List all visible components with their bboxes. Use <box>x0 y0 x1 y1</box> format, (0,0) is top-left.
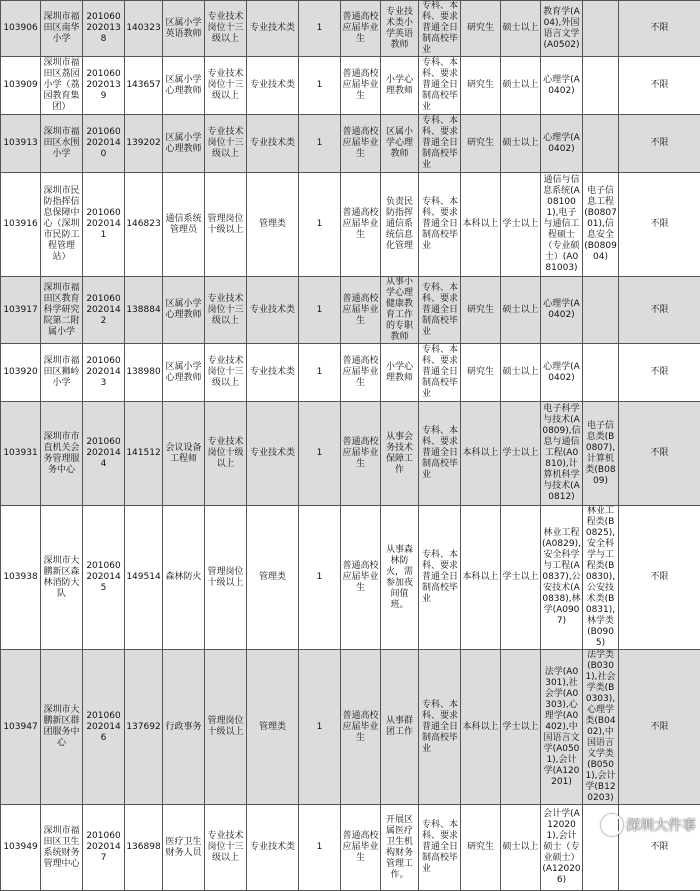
post-name-cell: 区属小学英语教师 <box>163 1 205 57</box>
headcount-cell: 1 <box>299 344 341 402</box>
other-requirements-cell: 不限 <box>619 805 700 891</box>
target-cell: 普通高校应届毕业生 <box>341 650 381 805</box>
education-cell: 本科以上 <box>461 650 501 805</box>
table-row <box>1 57 700 115</box>
table-row <box>1 173 700 277</box>
education-type-cell: 专科、本科、要求普通全日制高校毕业 <box>419 805 461 891</box>
major-undergrad-cell <box>583 115 619 173</box>
duties-cell: 从事小学心理健康教育工作的专职教师 <box>381 277 419 344</box>
target-cell: 普通高校应届毕业生 <box>341 402 381 506</box>
unit-cell: 深圳市福田区荔园小学（荔园教育集团） <box>41 57 83 115</box>
duties-cell: 从事森林防火，需参加夜间值班。 <box>381 506 419 650</box>
unit-cell: 深圳市福田区水围小学 <box>41 115 83 173</box>
major-grad-cell: 教育学(A04),外国语言文学(A0502) <box>541 1 583 57</box>
code-cell: 103917 <box>1 277 41 344</box>
post-name-cell: 区属小学心理教师 <box>163 115 205 173</box>
other-requirements-cell: 不限 <box>619 173 700 277</box>
exam-number-cell: 2010602020138 <box>83 1 125 57</box>
major-undergrad-cell: 林业工程类(B0825),安全科学与工程类(B0830),公安技术类(B0831),林学类(B0905) <box>583 506 619 650</box>
table-row <box>1 805 700 891</box>
unit-cell: 深圳市福田区南华小学 <box>41 1 83 57</box>
major-undergrad-cell: 电子信息类(B0807),计算机类(B0809) <box>583 402 619 506</box>
post-level-cell: 专业技术岗位十三级以上 <box>205 115 247 173</box>
duties-cell: 小学心理教师 <box>381 57 419 115</box>
education-type-cell: 专科、本科、要求普通全日制高校毕业 <box>419 277 461 344</box>
major-undergrad-cell <box>583 57 619 115</box>
education-type-cell: 专科、本科、要求普通全日制高校毕业 <box>419 57 461 115</box>
post-name-cell: 区属小学心理教师 <box>163 57 205 115</box>
other-requirements-cell: 不限 <box>619 402 700 506</box>
post-code-cell: 137692 <box>125 650 163 805</box>
post-level-cell: 管理岗位十级以上 <box>205 506 247 650</box>
degree-cell: 硕士以上 <box>501 344 541 402</box>
other-requirements-cell: 不限 <box>619 650 700 805</box>
post-level-cell: 专业技术岗位十三级以上 <box>205 277 247 344</box>
code-cell: 103931 <box>1 402 41 506</box>
exam-number-cell: 2010602020145 <box>83 506 125 650</box>
exam-number-cell: 2010602020146 <box>83 650 125 805</box>
major-undergrad-cell <box>583 344 619 402</box>
degree-cell: 学士以上 <box>501 506 541 650</box>
target-cell: 普通高校应届毕业生 <box>341 1 381 57</box>
post-name-cell: 森林防火 <box>163 506 205 650</box>
headcount-cell: 1 <box>299 805 341 891</box>
target-cell: 普通高校应届毕业生 <box>341 173 381 277</box>
major-grad-cell: 林业工程(A0829),安全科学与工程(A0837),公安技术(A0838),林学(A0907) <box>541 506 583 650</box>
post-name-cell: 行政事务 <box>163 650 205 805</box>
target-cell: 普通高校应届毕业生 <box>341 277 381 344</box>
degree-cell: 硕士以上 <box>501 57 541 115</box>
degree-cell: 学士以上 <box>501 650 541 805</box>
other-requirements-cell: 不限 <box>619 506 700 650</box>
headcount-cell: 1 <box>299 277 341 344</box>
code-cell: 103947 <box>1 650 41 805</box>
post-code-cell: 138884 <box>125 277 163 344</box>
unit-cell: 深圳市福田区狮岭小学 <box>41 344 83 402</box>
unit-cell: 深圳市大鹏新区森林消防大队 <box>41 506 83 650</box>
major-grad-cell: 通信与信息系统(A081001),电子与通信工程硕士（专业硕士）(A081003) <box>541 173 583 277</box>
unit-cell: 深圳市市直机关会务管理服务中心 <box>41 402 83 506</box>
post-name-cell: 会议设备工程师 <box>163 402 205 506</box>
education-cell: 研究生 <box>461 57 501 115</box>
duties-cell: 专业技术类小学英语教师 <box>381 1 419 57</box>
education-type-cell: 专科、本科、要求普通全日制高校毕业 <box>419 344 461 402</box>
headcount-cell: 1 <box>299 650 341 805</box>
education-type-cell: 专科、本科、要求普通全日制高校毕业 <box>419 650 461 805</box>
code-cell: 103906 <box>1 1 41 57</box>
major-grad-cell: 心理学(A0402) <box>541 344 583 402</box>
post-code-cell: 146823 <box>125 173 163 277</box>
duties-cell: 区属小学心理教师 <box>381 115 419 173</box>
watermark-text: 深圳大件事 <box>626 815 696 835</box>
post-level-cell: 管理岗位十级以上 <box>205 173 247 277</box>
headcount-cell: 1 <box>299 1 341 57</box>
post-level-cell: 管理岗位十级以上 <box>205 650 247 805</box>
major-undergrad-cell <box>583 277 619 344</box>
code-cell: 103949 <box>1 805 41 891</box>
table-row <box>1 277 700 344</box>
education-type-cell: 专科、本科、要求普通全日制高校毕业 <box>419 173 461 277</box>
other-requirements-cell: 不限 <box>619 344 700 402</box>
unit-cell: 深圳市福田区卫生系统财务管理中心 <box>41 805 83 891</box>
degree-cell: 硕士以上 <box>501 277 541 344</box>
target-cell: 普通高校应届毕业生 <box>341 805 381 891</box>
degree-cell: 硕士以上 <box>501 115 541 173</box>
post-level-cell: 专业技术岗位十三级以上 <box>205 1 247 57</box>
post-name-cell: 通信系统管理员 <box>163 173 205 277</box>
headcount-cell: 1 <box>299 506 341 650</box>
education-cell: 研究生 <box>461 1 501 57</box>
other-requirements-cell: 不限 <box>619 57 700 115</box>
post-name-cell: 区属小学心理教师 <box>163 277 205 344</box>
education-cell: 本科以上 <box>461 402 501 506</box>
exam-number-cell: 2010602020143 <box>83 344 125 402</box>
headcount-cell: 1 <box>299 402 341 506</box>
watermark <box>601 814 696 836</box>
duties-cell: 从事群团工作 <box>381 650 419 805</box>
table-row <box>1 1 700 57</box>
degree-cell: 学士以上 <box>501 402 541 506</box>
degree-cell: 硕士以上 <box>501 805 541 891</box>
post-level-cell: 专业技术岗位十三级以上 <box>205 344 247 402</box>
duties-cell: 小学心理教师 <box>381 344 419 402</box>
target-cell: 普通高校应届毕业生 <box>341 344 381 402</box>
major-undergrad-cell: 电子信息工程(B080701),信息安全(B080904) <box>583 173 619 277</box>
category-cell: 专业技术类 <box>247 277 299 344</box>
duties-cell: 负责民防指挥通信系统信息化管理 <box>381 173 419 277</box>
target-cell: 普通高校应届毕业生 <box>341 57 381 115</box>
exam-number-cell: 2010602020140 <box>83 115 125 173</box>
code-cell: 103916 <box>1 173 41 277</box>
major-grad-cell: 心理学(A0402) <box>541 115 583 173</box>
other-requirements-cell: 不限 <box>619 1 700 57</box>
category-cell: 管理类 <box>247 650 299 805</box>
major-undergrad-cell <box>583 1 619 57</box>
education-type-cell: 专科、本科、要求普通全日制高校毕业 <box>419 1 461 57</box>
exam-number-cell: 2010602020147 <box>83 805 125 891</box>
logo-icon <box>601 814 623 836</box>
major-undergrad-cell: 法学类(B0301),社会学类(B0303),心理学类(B0402),中国语言文学类(B0501),会计学(B120203) <box>583 650 619 805</box>
post-level-cell: 专业技术岗位十级以上 <box>205 402 247 506</box>
code-cell: 103909 <box>1 57 41 115</box>
post-code-cell: 139202 <box>125 115 163 173</box>
major-grad-cell: 心理学(A0402) <box>541 57 583 115</box>
category-cell: 专业技术类 <box>247 344 299 402</box>
code-cell: 103920 <box>1 344 41 402</box>
major-grad-cell: 法学(A0301),社会学(A0303),心理学(A0402),中国语言文学(A0501),会计学(A120201) <box>541 650 583 805</box>
major-grad-cell: 会计学(A120201),会计硕士（专业硕士）(A120206) <box>541 805 583 891</box>
post-code-cell: 140323 <box>125 1 163 57</box>
post-name-cell: 区属小学心理教师 <box>163 344 205 402</box>
other-requirements-cell: 不限 <box>619 277 700 344</box>
post-level-cell: 专业技术岗位十三级以上 <box>205 57 247 115</box>
table-row <box>1 115 700 173</box>
code-cell: 103938 <box>1 506 41 650</box>
degree-cell: 学士以上 <box>501 173 541 277</box>
table-row <box>1 402 700 506</box>
unit-cell: 深圳市大鹏新区群团服务中心 <box>41 650 83 805</box>
unit-cell: 深圳市福田区教育科学研究院第二附属小学 <box>41 277 83 344</box>
post-code-cell: 149514 <box>125 506 163 650</box>
education-type-cell: 专科、本科、要求普通全日制高校毕业 <box>419 506 461 650</box>
education-cell: 本科以上 <box>461 173 501 277</box>
major-grad-cell: 心理学(A0402) <box>541 277 583 344</box>
category-cell: 管理类 <box>247 173 299 277</box>
code-cell: 103913 <box>1 115 41 173</box>
education-cell: 研究生 <box>461 115 501 173</box>
degree-cell: 硕士以上 <box>501 1 541 57</box>
duties-cell: 从事会务技术保障工作 <box>381 402 419 506</box>
post-code-cell: 143657 <box>125 57 163 115</box>
post-code-cell: 138980 <box>125 344 163 402</box>
post-code-cell: 136898 <box>125 805 163 891</box>
headcount-cell: 1 <box>299 57 341 115</box>
table-row <box>1 506 700 650</box>
exam-number-cell: 2010602020141 <box>83 173 125 277</box>
table-row <box>1 344 700 402</box>
category-cell: 专业技术类 <box>247 1 299 57</box>
education-cell: 研究生 <box>461 805 501 891</box>
education-cell: 本科以上 <box>461 506 501 650</box>
category-cell: 专业技术类 <box>247 115 299 173</box>
category-cell: 专业技术类 <box>247 805 299 891</box>
duties-cell: 开展区属医疗卫生机构财务管理工作。 <box>381 805 419 891</box>
education-cell: 研究生 <box>461 344 501 402</box>
category-cell: 专业技术类 <box>247 402 299 506</box>
exam-number-cell: 2010602020144 <box>83 402 125 506</box>
post-name-cell: 医疗卫生财务人员 <box>163 805 205 891</box>
target-cell: 普通高校应届毕业生 <box>341 506 381 650</box>
education-type-cell: 专科、本科、要求普通全日制高校毕业 <box>419 402 461 506</box>
exam-number-cell: 2010602020142 <box>83 277 125 344</box>
post-code-cell: 141512 <box>125 402 163 506</box>
headcount-cell: 1 <box>299 115 341 173</box>
unit-cell: 深圳市民防指挥信息保障中心（深圳市民防工程管理站） <box>41 173 83 277</box>
post-level-cell: 专业技术岗位十三级以上 <box>205 805 247 891</box>
headcount-cell: 1 <box>299 173 341 277</box>
exam-number-cell: 2010602020139 <box>83 57 125 115</box>
target-cell: 普通高校应届毕业生 <box>341 115 381 173</box>
table-row <box>1 650 700 805</box>
education-type-cell: 专科、本科、要求普通全日制高校毕业 <box>419 115 461 173</box>
other-requirements-cell: 不限 <box>619 115 700 173</box>
category-cell: 管理类 <box>247 506 299 650</box>
major-grad-cell: 电子科学与技术(A0809),信息与通信工程(A0810),计算机科学与技术(A0812) <box>541 402 583 506</box>
category-cell: 专业技术类 <box>247 57 299 115</box>
education-cell: 研究生 <box>461 277 501 344</box>
